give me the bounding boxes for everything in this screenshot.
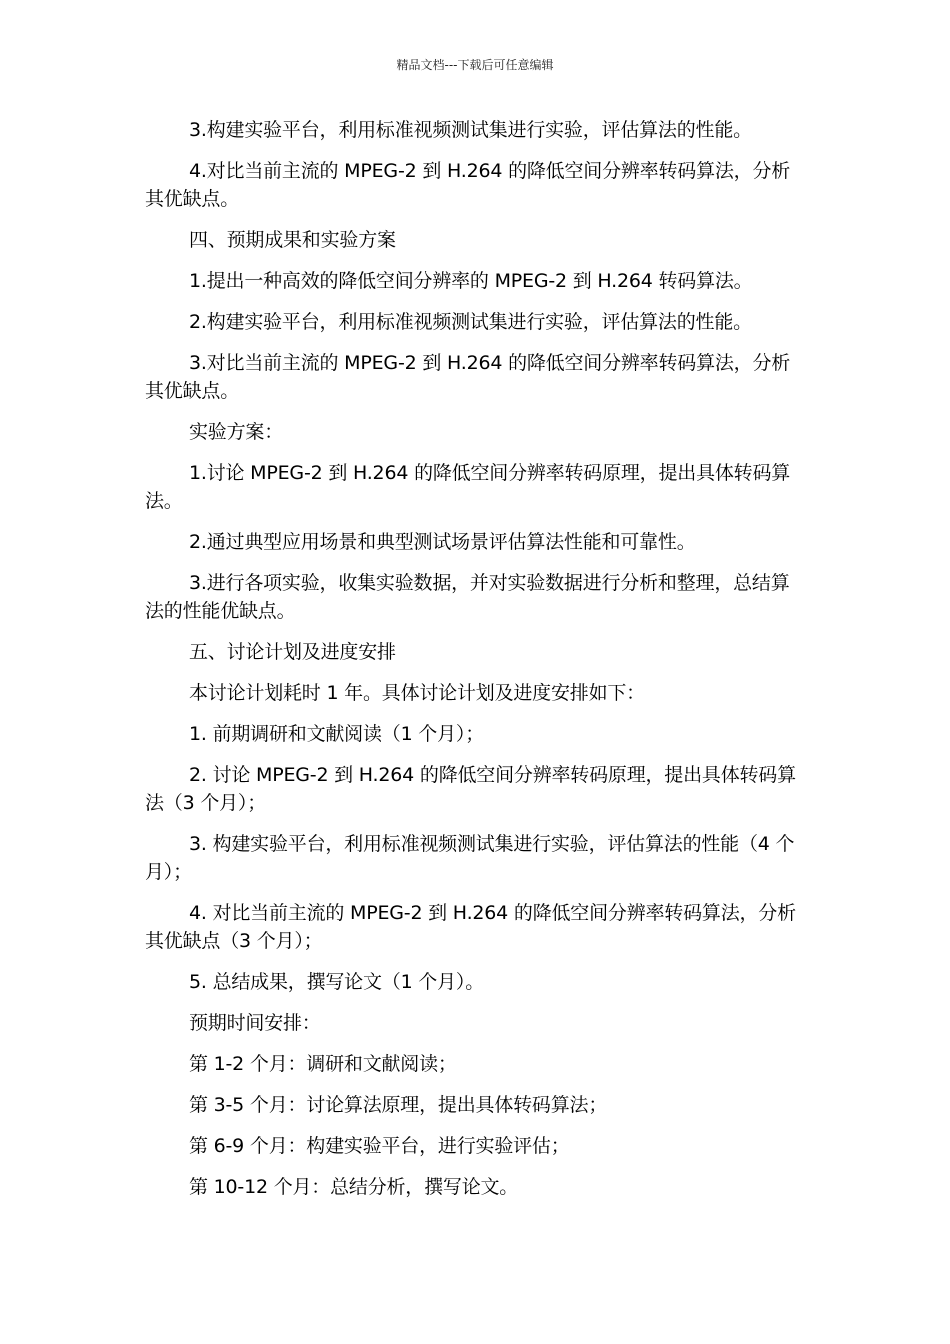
paragraph-goal-3: 3.构建实验平台，利用标准视频测试集进行实验，评估算法的性能。 — [189, 119, 752, 141]
section-heading-5: 五、讨论计划及进度安排 — [189, 641, 396, 663]
paragraph-plan-3: 3.进行各项实验，收集实验数据，并对实验数据进行分析和整理，总结算法的性能优缺点。 — [145, 572, 790, 622]
paragraph-timeline-2: 第 3-5 个月：讨论算法原理，提出具体转码算法； — [189, 1094, 608, 1116]
paragraph-timeline-4: 第 10-12 个月：总结分析，撰写论文。 — [189, 1176, 519, 1198]
paragraph-step-3: 3. 构建实验平台，利用标准视频测试集进行实验，评估算法的性能（4 个月）； — [145, 833, 795, 883]
paragraph-result-2: 2.构建实验平台，利用标准视频测试集进行实验，评估算法的性能。 — [189, 311, 752, 333]
paragraph-timeline-3: 第 6-9 个月：构建实验平台，进行实验评估； — [189, 1135, 570, 1157]
paragraph-timeline-1: 第 1-2 个月：调研和文献阅读； — [189, 1053, 457, 1075]
paragraph-plan-2: 2.通过典型应用场景和典型测试场景评估算法性能和可靠性。 — [189, 531, 696, 553]
paragraph-step-4: 4. 对比当前主流的 MPEG-2 到 H.264 的降低空间分辨率转码算法，分析其优缺点（3 个月）； — [145, 902, 796, 952]
paragraph-result-3: 3.对比当前主流的 MPEG-2 到 H.264 的降低空间分辨率转码算法，分析其优缺点。 — [145, 352, 791, 402]
paragraph-step-5: 5. 总结成果，撰写论文（1 个月）。 — [189, 971, 484, 993]
page-header: 精品文档---下载后可任意编辑 — [396, 58, 554, 72]
subheading-experiment-plan: 实验方案： — [189, 421, 284, 443]
document-body — [145, 116, 807, 1214]
paragraph-step-2: 2. 讨论 MPEG-2 到 H.264 的降低空间分辨率转码原理，提出具体转码算法（3 个月）； — [145, 764, 796, 814]
paragraph-step-1: 1. 前期调研和文献阅读（1 个月）； — [189, 723, 484, 745]
paragraph-schedule-intro: 本讨论计划耗时 1 年。具体讨论计划及进度安排如下： — [189, 682, 645, 704]
paragraph-goal-4: 4.对比当前主流的 MPEG-2 到 H.264 的降低空间分辨率转码算法，分析其优缺点。 — [145, 160, 791, 210]
paragraph-result-1: 1.提出一种高效的降低空间分辨率的 MPEG-2 到 H.264 转码算法。 — [189, 270, 753, 292]
section-heading-4: 四、预期成果和实验方案 — [189, 229, 396, 251]
paragraph-plan-1: 1.讨论 MPEG-2 到 H.264 的降低空间分辨率转码原理，提出具体转码算法。 — [145, 462, 791, 512]
subheading-timeline: 预期时间安排： — [189, 1012, 321, 1034]
